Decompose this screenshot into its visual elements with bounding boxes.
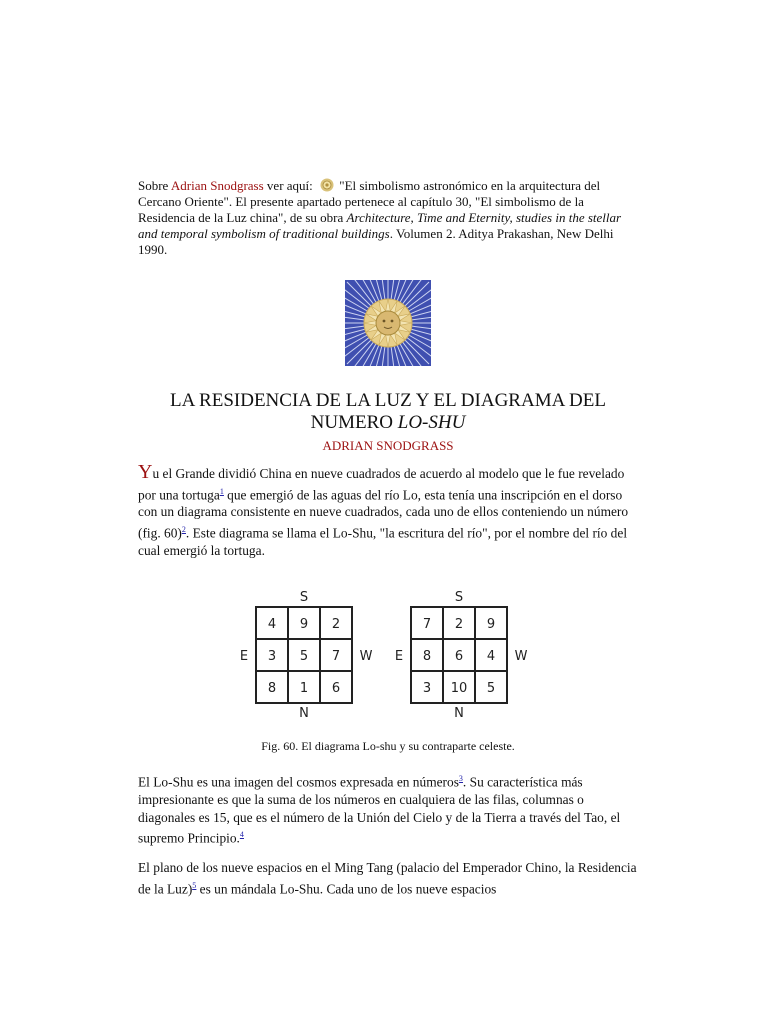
sun-emblem-image [345,280,431,366]
grid-cell: 9 [299,617,309,633]
lo-shu-diagrams [138,585,638,735]
intro-paragraph [138,178,638,258]
grid-cell: 9 [486,617,496,633]
paragraph-2-text-1: El Lo-Shu es una imagen del cosmos expresada en números [138,774,459,790]
paragraph-1 [138,461,638,559]
label-north: N [299,706,309,722]
figure-caption: Fig. 60. El diagrama Lo-shu y su contraparte celeste. [261,739,515,754]
footnote-4-link[interactable]: 4 [239,830,244,840]
grid-cell: 4 [486,649,496,665]
grid-cell: 1 [299,681,309,697]
intro-prefix: Sobre [138,178,171,193]
grid-cell: 8 [267,681,277,697]
lo-shu-grid [240,590,373,721]
footnote-3-link[interactable]: 3 [458,774,463,784]
author-link[interactable]: Adrian Snodgrass [170,178,264,193]
grid-cell: 2 [454,617,464,633]
intro-mid: ver aquí: [263,178,317,193]
paragraph-2-text-2: . Su característica más impresionante es que la suma de los números en cualquiera de las filas, columnas o diagonales es 15, que es el número de la Unión del Cielo y de la Tierra a través del Tao, el supremo Principio. [138,774,621,846]
grid-cell: 5 [486,681,496,697]
drop-cap: Y [138,461,153,483]
document-page [138,178,638,898]
paragraph-3-text-1: El plano de los nueve espacios en el Ming Tang (palacio del Emperador Chino, la Residencia de la Luz) [138,860,637,897]
grid-cell: 2 [331,617,341,633]
title-italic: LO-SHU [397,412,466,433]
celestial-grid [395,590,528,721]
intro-quote: "El simbolismo astronómico en la arquitectura del Cercano Oriente". El presente apartado pertenece al capítulo 30, "El simbolismo de la Residencia de la Luz china", de su obra [138,178,601,225]
paragraph-2 [138,770,638,847]
label-west: W [514,649,528,665]
footnote-4[interactable] [240,830,244,839]
emblem-container [138,280,638,366]
paragraph-3 [138,859,638,897]
title-main: LA RESIDENCIA DE LA LUZ Y EL DIAGRAMA DEL NUMERO [170,390,606,433]
grid-cell: 6 [454,649,464,665]
footnote-5-link[interactable]: 5 [192,880,197,890]
footnote-1-link[interactable]: 1 [219,486,224,496]
paragraph-1-text-1: u el Grande dividió China en nueve cuadrados de acuerdo al modelo que le fue revelado por una tortuga [138,466,625,502]
grid-cell: 10 [450,681,468,697]
paragraph-3-text-2: es un mándala Lo-Shu. Cada uno de los nueve espacios [196,881,497,897]
intro-suffix: . Volumen 2. Aditya Prakashan, New Delhi 1990. [138,226,614,257]
grid-cell: 5 [299,649,309,665]
label-east: E [394,649,404,665]
grid-cell: 4 [267,617,277,633]
footnote-2-link[interactable]: 2 [181,524,186,534]
grid-cell: 3 [422,681,432,697]
label-east: E [239,649,249,665]
label-south: S [454,590,464,606]
label-south: S [299,590,309,606]
grid-cell: 8 [422,649,432,665]
paragraph-1-text-3: . Este diagrama se llama el Lo-Shu, "la escritura del río", por el nombre del río del cual emergió la tortuga. [138,525,628,558]
grid-cell: 3 [267,649,277,665]
book-title: Architecture, Time and Eternity, studies in the stellar and temporal symbolism of traditional buildings [138,210,622,241]
paragraph-1-text-2: que emergió de las aguas del río Lo, esta tenía una inscripción en el dorso con un diagrama consistente en nueve cuadrados, cada uno de ellos conteniendo un número (fig. 60) [138,486,629,541]
label-west: W [359,649,373,665]
grid-cell: 6 [331,681,341,697]
figure-60 [138,585,638,735]
grid-cell: 7 [331,649,341,665]
article-author: ADRIAN SNODGRASS [322,438,454,453]
sun-icon[interactable] [320,178,334,192]
grid-cell: 7 [422,617,432,633]
page-title [138,390,638,434]
label-north: N [454,706,464,722]
